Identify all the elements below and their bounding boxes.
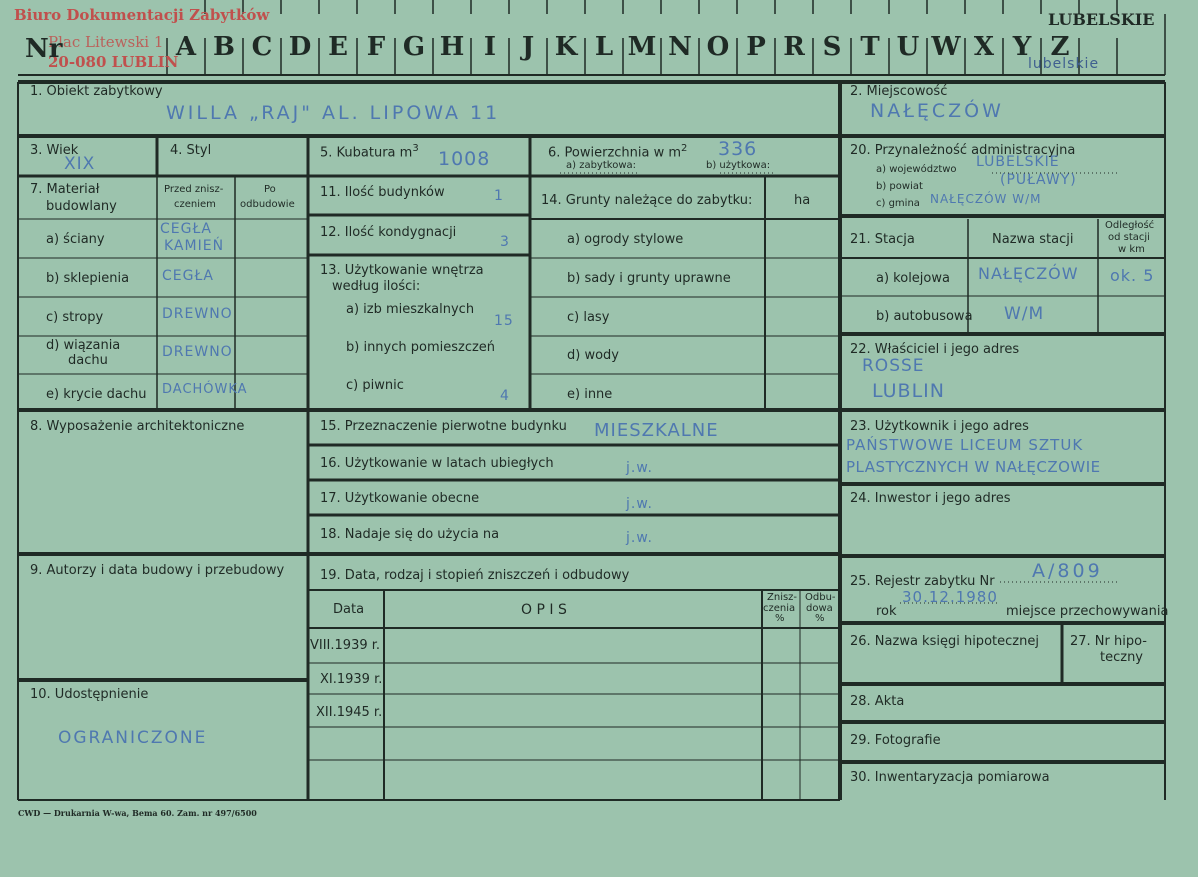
f13-c: c) piwnic bbox=[346, 378, 404, 393]
letter-tab-s: S bbox=[822, 32, 842, 62]
letter-tab-c: C bbox=[251, 32, 273, 62]
f13-a: a) izb mieszkalnych bbox=[346, 302, 475, 317]
f5-label: 5. Kubatura $m^3$ bbox=[320, 143, 419, 161]
f27-label1: 27. Nr hipo- bbox=[1070, 634, 1147, 649]
f27-label2: teczny bbox=[1100, 650, 1143, 665]
f14-c: c) lasy bbox=[567, 310, 610, 325]
f25-rok-value: 30.12.1980 bbox=[902, 588, 998, 606]
f22-value2: LUBLIN bbox=[872, 380, 945, 402]
f21-label: 21. Stacja bbox=[850, 232, 915, 247]
f13-label1: 13. Użytkowanie wnętrza bbox=[320, 263, 484, 278]
f13-b: b) innych pomieszczeń bbox=[346, 340, 496, 355]
f7-row-roof-truss2: dachu bbox=[68, 353, 108, 368]
letter-tab-y: Y bbox=[1012, 32, 1032, 62]
f22-value1: ROSSE bbox=[862, 356, 925, 376]
f20-c-value: NAŁĘCZÓW W/M bbox=[930, 192, 1042, 206]
institution-stamp-line1: Biuro Dokumentacji Zabytków bbox=[14, 6, 270, 24]
f21-col-name: Nazwa stacji bbox=[992, 232, 1074, 247]
f6-label: 6. Powierzchnia w $m^2$ bbox=[548, 143, 688, 161]
f15-value: MIESZKALNE bbox=[594, 420, 719, 441]
letter-tab-p: P bbox=[746, 32, 766, 62]
f7-ceilings-value: DREWNO bbox=[162, 306, 233, 322]
f6-value: 336 bbox=[718, 138, 758, 160]
f19-col-z1: Znisz- bbox=[767, 592, 798, 603]
nr-label: Nr bbox=[25, 34, 63, 64]
f19-date-2: XI.1939 r. bbox=[320, 672, 383, 687]
letter-tab-a: A bbox=[175, 32, 197, 62]
f9-label: 9. Autorzy i data budowy i przebudowy bbox=[30, 563, 285, 578]
f12-label: 12. Ilość kondygnacji bbox=[320, 225, 457, 240]
f14-unit: ha bbox=[794, 193, 811, 208]
f17-value: j.w. bbox=[626, 496, 653, 512]
f25-place: miejsce przechowywania bbox=[1006, 604, 1169, 619]
letter-tab-l: L bbox=[594, 32, 614, 62]
f25-value: A/809 bbox=[1032, 560, 1103, 582]
f19-col-o3: % bbox=[815, 613, 825, 624]
f7-row-roofing: e) krycie dachu bbox=[46, 387, 147, 402]
f23-label: 23. Użytkownik i jego adres bbox=[850, 419, 1029, 434]
f14-d: d) wody bbox=[567, 348, 619, 363]
f5-value: 1008 bbox=[438, 148, 491, 170]
f28-label: 28. Akta bbox=[850, 694, 905, 709]
f23-value1: PAŃSTWOWE LICEUM SZTUK bbox=[846, 436, 1084, 454]
f7-row-vaults: b) sklepienia bbox=[46, 271, 130, 286]
letter-tab-j: J bbox=[521, 32, 535, 62]
f24-label: 24. Inwestor i jego adres bbox=[850, 491, 1011, 506]
f19-col-z2: czenia bbox=[763, 603, 796, 614]
f21-b: b) autobusowa bbox=[876, 309, 973, 324]
letter-tab-x: X bbox=[973, 32, 995, 62]
f13-label2: według ilości: bbox=[332, 279, 421, 294]
f14-b: b) sady i grunty uprawne bbox=[567, 271, 731, 286]
f16-value: j.w. bbox=[626, 460, 653, 476]
f1-label: 1. Obiekt zabytkowy bbox=[30, 84, 163, 99]
f21-a: a) kolejowa bbox=[876, 271, 950, 286]
letter-tab-b: B bbox=[213, 32, 235, 62]
f13-c-value: 4 bbox=[500, 388, 510, 404]
f2-value: NAŁĘCZÓW bbox=[870, 100, 1004, 122]
f7-col1b: czeniem bbox=[174, 199, 216, 210]
letter-tab-w: W bbox=[931, 32, 961, 62]
f22-label: 22. Właściciel i jego adres bbox=[850, 342, 1020, 357]
f19-date-1: VIII.1939 r. bbox=[310, 638, 381, 653]
letter-tab-d: D bbox=[288, 32, 312, 62]
f17-label: 17. Użytkowanie obecne bbox=[320, 491, 480, 506]
letter-tab-o: O bbox=[706, 32, 730, 62]
f19-label: 19. Data, rodzaj i stopień zniszczeń i odbudowy bbox=[320, 568, 630, 583]
f19-col-o2: dowa bbox=[806, 603, 833, 614]
f7-col2b: odbudowie bbox=[240, 199, 295, 210]
f10-value: OGRANICZONE bbox=[58, 728, 208, 748]
f18-value: j.w. bbox=[626, 530, 653, 546]
f7-label2: budowlany bbox=[46, 199, 117, 214]
f15-label: 15. Przeznaczenie pierwotne budynku bbox=[320, 419, 567, 434]
region-label: LUBELSKIE bbox=[1048, 10, 1155, 29]
f20-a: a) województwo bbox=[876, 164, 957, 175]
institution-stamp-line2: Plac Litewski 1 bbox=[48, 33, 164, 51]
f7-col2a: Po bbox=[264, 184, 276, 195]
f7-row-ceilings: c) stropy bbox=[46, 310, 104, 325]
f21-a-value: NAŁĘCZÓW bbox=[978, 264, 1079, 283]
f7-walls-extra: KAMIEŃ bbox=[164, 238, 225, 254]
letter-tab-z: Z bbox=[1050, 32, 1070, 62]
f20-b-value: (PUŁAWY) bbox=[1000, 172, 1077, 188]
letter-tab-h: H bbox=[439, 32, 465, 62]
f16-label: 16. Użytkowanie w latach ubiegłych bbox=[320, 456, 554, 471]
f7-row-roof-truss: d) wiązania bbox=[46, 338, 121, 353]
f25-rok-label: rok bbox=[876, 604, 897, 619]
letter-tab-u: U bbox=[896, 32, 920, 62]
f6-a: a) zabytkowa: bbox=[566, 160, 636, 171]
f1-value: WILLA „RAJ" AL. LIPOWA 11 bbox=[166, 102, 501, 124]
f7-roof-truss-value: DREWNO bbox=[162, 344, 233, 360]
letter-tab-e: E bbox=[328, 32, 348, 62]
f7-roofing-value: DACHÓWKA bbox=[162, 382, 248, 397]
printer-footer: CWD — Drukarnia W-wa, Bema 60. Zam. nr 497/6500 bbox=[18, 808, 257, 818]
f20-c: c) gmina bbox=[876, 198, 920, 209]
f18-label: 18. Nadaje się do użycia na bbox=[320, 527, 500, 542]
f19-col-o1: Odbu- bbox=[805, 592, 836, 603]
f21-col-dist1: Odległość bbox=[1105, 220, 1155, 231]
f7-vaults-value: CEGŁA bbox=[162, 268, 214, 284]
f3-value: XIX bbox=[64, 154, 96, 174]
letter-tab-r: R bbox=[783, 32, 805, 62]
region-handwritten: lubelskie bbox=[1028, 56, 1100, 72]
letter-tab-t: T bbox=[860, 32, 880, 62]
f14-a: a) ogrody stylowe bbox=[567, 232, 684, 247]
institution-stamp-line3: 20-080 LUBLIN bbox=[48, 53, 179, 71]
f14-label: 14. Grunty należące do zabytku: bbox=[541, 193, 753, 208]
f20-a-value: LUBELSKIE bbox=[976, 154, 1060, 170]
f21-b-value: W/M bbox=[1004, 304, 1045, 324]
f29-label: 29. Fotografie bbox=[850, 733, 941, 748]
f26-label: 26. Nazwa księgi hipotecznej bbox=[850, 634, 1039, 649]
f7-label1: 7. Materiał bbox=[30, 182, 100, 197]
f21-col-dist2: od stacji bbox=[1108, 232, 1150, 243]
letter-tab-g: G bbox=[402, 32, 426, 62]
f30-label: 30. Inwentaryzacja pomiarowa bbox=[850, 770, 1050, 785]
f3-label: 3. Wiek bbox=[30, 143, 79, 158]
f25-label: 25. Rejestr zabytku Nr bbox=[850, 574, 995, 589]
letter-tab-n: N bbox=[668, 32, 692, 62]
f19-col-date: Data bbox=[333, 602, 365, 617]
f13-a-value: 15 bbox=[494, 313, 514, 329]
letter-tab-k: K bbox=[554, 32, 578, 62]
f4-label: 4. Styl bbox=[170, 143, 212, 158]
f21-a-distance: ok. 5 bbox=[1110, 266, 1155, 285]
letter-tab-m: M bbox=[627, 32, 657, 62]
f11-value: 1 bbox=[494, 188, 504, 204]
f12-value: 3 bbox=[500, 234, 510, 250]
f14-e: e) inne bbox=[567, 387, 613, 402]
letter-tab-i: I bbox=[483, 32, 497, 62]
f20-label: 20. Przynależność administracyjna bbox=[850, 143, 1076, 158]
f19-col-desc: O P I S bbox=[521, 602, 567, 618]
f20-b: b) powiat bbox=[876, 181, 923, 192]
f10-label: 10. Udostępnienie bbox=[30, 687, 149, 702]
f8-label: 8. Wyposażenie architektoniczne bbox=[30, 419, 245, 434]
f23-value2: PLASTYCZNYCH W NAŁĘCZOWIE bbox=[846, 458, 1101, 476]
f2-label: 2. Miejscowość bbox=[850, 84, 948, 99]
f7-walls-value: CEGŁA bbox=[160, 221, 212, 237]
f11-label: 11. Ilość budynków bbox=[320, 185, 445, 200]
f19-date-3: XII.1945 r. bbox=[316, 705, 383, 720]
letter-tab-f: F bbox=[366, 32, 386, 62]
f19-col-z3: % bbox=[775, 613, 785, 624]
f6-b: b) użytkowa: bbox=[706, 160, 771, 171]
f7-col1a: Przed znisz- bbox=[164, 184, 224, 195]
f21-col-dist3: w km bbox=[1118, 244, 1145, 255]
f7-row-walls: a) ściany bbox=[46, 232, 105, 247]
